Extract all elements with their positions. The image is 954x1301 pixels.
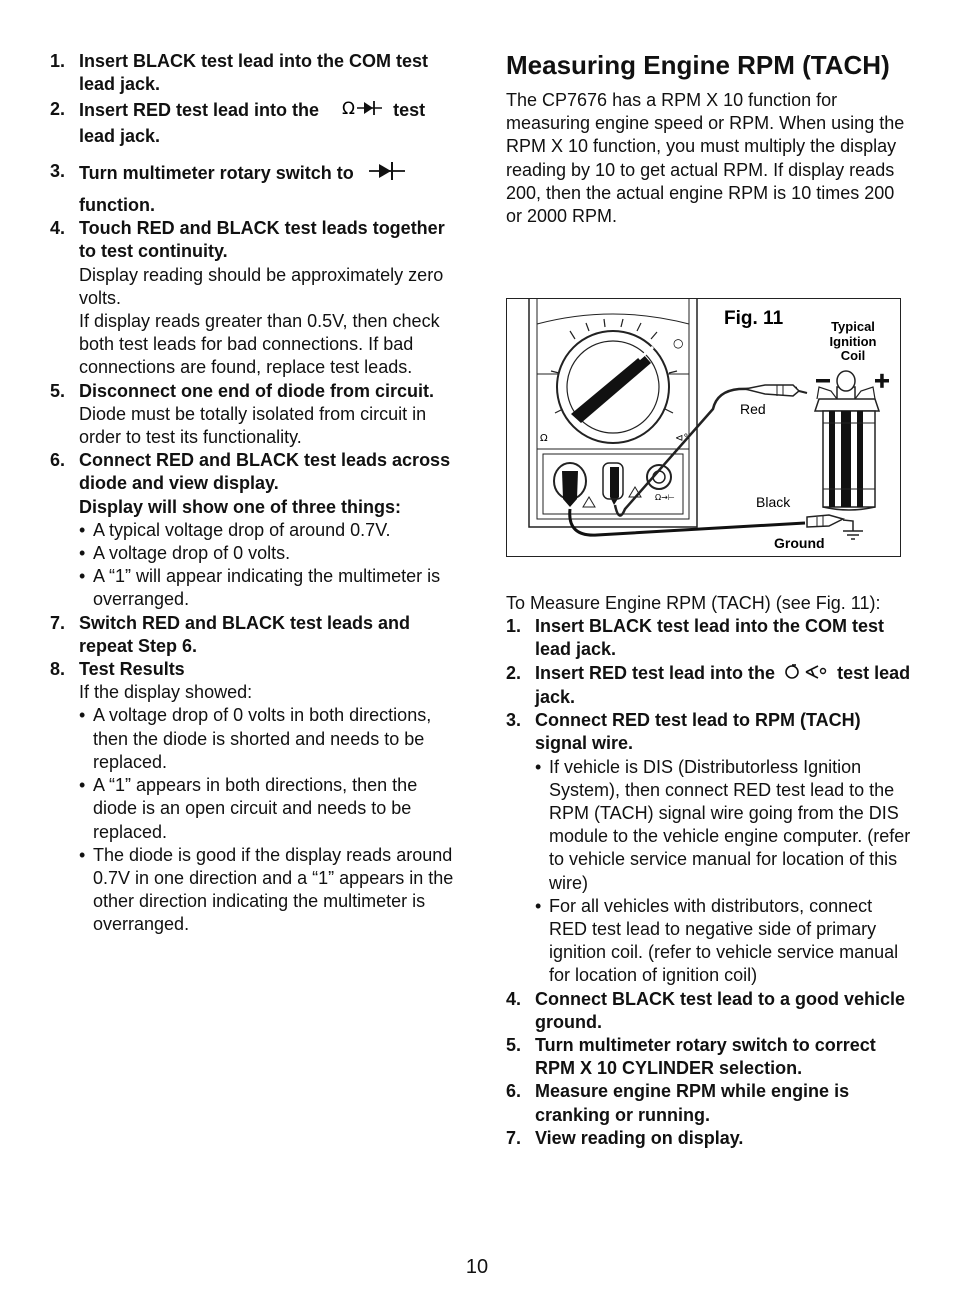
tach-step-6: 6. Measure engine RPM while engine is cranking or running.	[506, 1081, 850, 1125]
tach-step-4: 4. Connect BLACK test lead to a good vehicle ground.	[506, 988, 906, 1032]
left-step-1: 1. Insert BLACK test lead into the COM test lead jack.	[50, 51, 429, 95]
tach-jack-icon	[784, 662, 828, 686]
list-item: • The diode is good if the display reads around 0.7V in one direction and a “1” appears in the other direction indicating the multimeter is overranged.	[79, 844, 455, 937]
plus-sign-icon	[875, 374, 889, 388]
ignition-coil-illustration	[815, 371, 879, 510]
diode-test-steps	[50, 50, 455, 937]
tach-steps	[506, 615, 911, 1150]
left-step-7: 7. Switch RED and BLACK test leads and repeat Step 6.	[50, 612, 411, 656]
left-step-5: 5. Disconnect one end of diode from circuit. Diode must be totally isolated from circuit in order to test its functionality.	[50, 380, 435, 448]
tach-dial-icon: ○	[673, 336, 684, 350]
tach-step-1: 1. Insert BLACK test lead into the COM test lead jack.	[506, 616, 885, 660]
page-number: 10	[465, 1256, 489, 1278]
figure-11	[506, 298, 901, 557]
black-lead-label: Black	[756, 494, 791, 510]
list-item: • A “1” will appear indicating the multimeter is overranged.	[79, 565, 455, 611]
svg-text:Ω→⊢: Ω→⊢	[655, 493, 675, 502]
section-title: Measuring Engine RPM (TACH)	[506, 50, 890, 80]
black-lead-wire	[570, 509, 805, 535]
tach-step-5: 5. Turn multimeter rotary switch to correct RPM X 10 CYLINDER selection.	[506, 1035, 876, 1079]
right-column	[506, 50, 911, 228]
list-item: • For all vehicles with distributors, connect RED test lead to negative side of primary ignition coil. (refer to vehicle service manual for location of ignition coil)	[535, 895, 911, 988]
left-step-6: 6. Connect RED and BLACK test leads across diode and view display. Display will show one of three things: • A typical voltage drop of around 0.7V. • A voltage drop of 0 volts. • A “1” will appear indicating the multimeter is overranged.	[50, 449, 455, 611]
tach-connection-diagram	[507, 299, 900, 555]
step-6-results	[79, 519, 455, 612]
left-step-4: 4. Touch RED and BLACK test leads together to test continuity. Display reading should be approximately zero volts. If display reads greater than 0.5V, then check both test leads for bad connections. If bad connections are found, replace test leads.	[50, 218, 445, 378]
intro-paragraph: The CP7676 has a RPM X 10 function for measuring engine speed or RPM. When using the RPM X 10 function, you must multiply the display reading by 10 to get actual RPM. If display reads 200, then the actual engine RPM is 10 times 200 or 2000 RPM.	[506, 90, 905, 227]
coil-label-line-3: Coil	[840, 348, 866, 363]
ground-label: Ground	[774, 535, 825, 551]
tach-procedure	[506, 592, 911, 1150]
test-results-list	[79, 704, 455, 936]
minus-sign-icon	[816, 379, 830, 383]
ohm-diode-icon	[342, 98, 384, 124]
list-item: • If vehicle is DIS (Distributorless Ignition System), then connect RED test lead to the RPM (TACH) signal wire going from the DIS module to the vehicle engine computer. (refer to vehicle service manual for location of this wire)	[535, 756, 911, 895]
left-step-3: 3. Turn multimeter rotary switch to function.	[50, 160, 455, 217]
svg-text:Ω: Ω	[342, 99, 356, 119]
procedure-lead-in: To Measure Engine RPM (TACH) (see Fig. 11):	[506, 593, 881, 613]
left-column	[50, 50, 455, 937]
list-item: • A typical voltage drop of around 0.7V.	[79, 519, 455, 542]
ground-symbol	[843, 531, 863, 539]
list-item: • A “1” appears in both directions, then the diode is an open circuit and needs to be replaced.	[79, 774, 455, 844]
tach-step-3: 3. Connect RED test lead to RPM (TACH) signal wire. • If vehicle is DIS (Distributorless Ignition System), then connect RED test lead to the RPM (TACH) signal wire going from the DIS module to the vehicle engine computer. (refer to vehicle service manual for location of this wire) • For all vehicles with distributors, connect RED test lead to negative side of primary ignition coil. (refer to vehicle service manual for location of ignition coil)	[506, 709, 911, 987]
coil-label-line-1: Typical	[831, 319, 875, 334]
connection-notes	[535, 756, 911, 988]
tach-mark: ⊲°	[675, 433, 689, 444]
ohm-mark: Ω	[540, 433, 548, 444]
red-lead-label: Red	[740, 401, 766, 417]
coil-label-line-2: Ignition	[829, 334, 877, 349]
tach-step-2: 2. Insert RED test lead into the test lead jack.	[506, 662, 911, 707]
list-item: • A voltage drop of 0 volts in both directions, then the diode is shorted and needs to be replaced.	[79, 704, 455, 774]
list-item: • A voltage drop of 0 volts.	[79, 542, 455, 565]
left-step-2: 2. Insert RED test lead into the Ω test lead jack.	[50, 99, 426, 146]
diode-icon	[367, 160, 407, 188]
figure-label: Fig. 11	[724, 308, 784, 329]
left-step-8: 8. Test Results If the display showed: • A voltage drop of 0 volts in both directions, then the diode is shorted and needs to be replaced. • A “1” appears in both directions, then the diode is an open circuit and needs to be replaced. • The diode is good if the display reads around 0.7V in one direction and a “1” appears in the other direction indicating the multimeter is overranged.	[50, 658, 455, 936]
tach-step-7: 7. View reading on display.	[506, 1127, 744, 1148]
